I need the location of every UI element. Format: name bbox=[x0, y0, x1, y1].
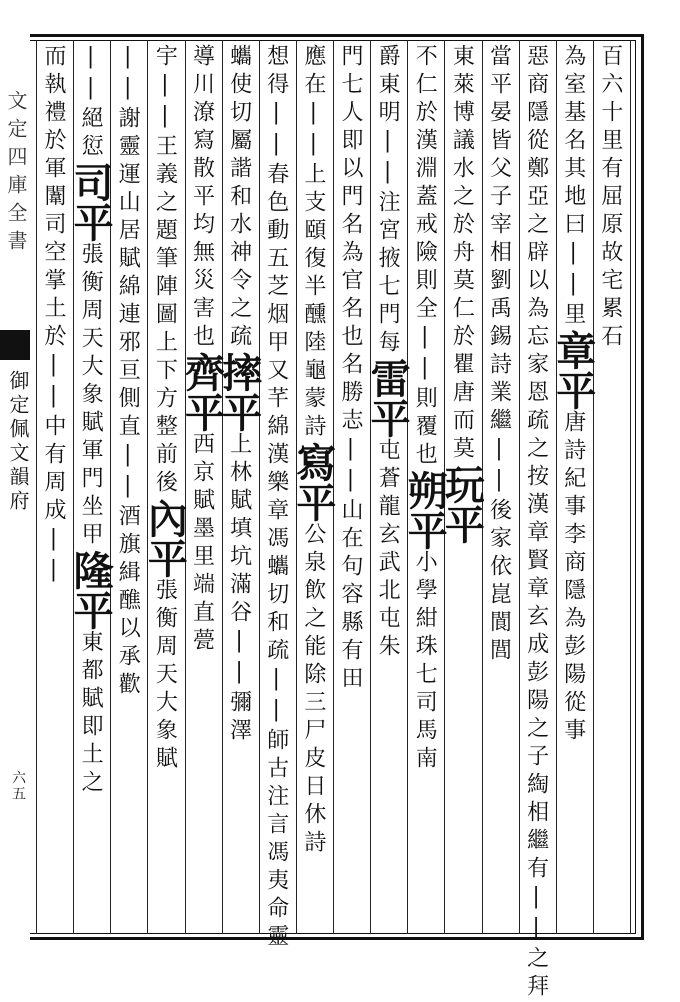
column-rule bbox=[147, 40, 148, 934]
column-text: 爵東明||注宮掖七門每 bbox=[375, 44, 401, 358]
page-number: 六五 bbox=[10, 770, 26, 802]
column-text: 張衡周天大象賦軍門坐甲 bbox=[78, 242, 104, 550]
column-content bbox=[261, 44, 291, 952]
column-text: 為室基名其地曰||里 bbox=[560, 44, 586, 330]
rhyme-heading: 摔平 bbox=[215, 352, 263, 432]
text-column bbox=[67, 44, 115, 930]
page-gutter bbox=[0, 40, 30, 934]
column-text: 門七人即以門名為官名也 bbox=[338, 44, 363, 352]
column-text: 不仁於漢淵蓋戒險則全||則覆也 bbox=[412, 44, 438, 470]
rhyme-heading: 朔平 bbox=[401, 470, 449, 550]
column-content bbox=[215, 44, 263, 746]
column-content bbox=[521, 44, 551, 1002]
rhyme-heading: 內平 bbox=[141, 498, 189, 578]
column-text: 中有周成|| bbox=[41, 414, 66, 588]
column-text: 西京賦墨里端直甍 bbox=[189, 432, 215, 656]
column-rule bbox=[185, 40, 186, 934]
text-column bbox=[178, 44, 226, 930]
column-text: 小學紺珠七司馬南 bbox=[412, 550, 438, 774]
rhyme-heading: 玩平 bbox=[438, 464, 486, 544]
text-column bbox=[112, 44, 145, 930]
column-text: 名勝志||山在句容縣有田 bbox=[338, 352, 363, 694]
column-content bbox=[335, 44, 365, 694]
column-rule bbox=[519, 40, 520, 934]
book-title: 御定佩文韻府 bbox=[6, 370, 30, 514]
column-text: ||謝靈運山居賦綿連邪亘側直|| bbox=[115, 44, 141, 504]
column-content bbox=[595, 44, 625, 352]
column-rule bbox=[593, 40, 594, 934]
rhyme-heading: 齊平 bbox=[178, 352, 226, 432]
column-text: 彭陽之子綯相繼有||之拜 bbox=[523, 660, 549, 1002]
text-column bbox=[141, 44, 189, 930]
column-text: 惡商隱從鄭亞之辟以為忘家恩疏之按漢章賢章玄成 bbox=[523, 44, 549, 660]
gutter-fishtail-mark bbox=[0, 330, 30, 360]
column-text: 東萊博議水之於舟莫仁於瞿唐而莫 bbox=[449, 44, 475, 464]
column-content bbox=[484, 44, 514, 666]
text-column bbox=[549, 44, 597, 930]
column-content bbox=[112, 44, 142, 700]
column-content bbox=[438, 44, 486, 544]
rhyme-heading: 雷平 bbox=[364, 358, 412, 438]
rhyme-heading: 司平 bbox=[67, 162, 115, 242]
text-column bbox=[401, 44, 449, 930]
text-column bbox=[38, 44, 71, 930]
text-column bbox=[595, 44, 628, 930]
column-text: 應在||上支頤復半醺陸龜蒙詩 bbox=[300, 44, 326, 442]
text-column bbox=[438, 44, 486, 930]
column-text: 東都賦即土之 bbox=[78, 630, 104, 798]
column-text: 屯蒼龍玄武北屯朱 bbox=[375, 438, 401, 662]
column-text: 想得||春色動五芝烟甲又芊綿 bbox=[263, 44, 289, 442]
column-text: 上林賦填坑滿谷||彌澤 bbox=[226, 432, 252, 746]
column-text: 漢樂章馮蠵切和疏||師古注言馮夷命靈 bbox=[263, 442, 289, 952]
column-text: 而執禮 bbox=[41, 44, 66, 128]
column-text: 宇||王義之題筆陣圖上下方整前後 bbox=[152, 44, 178, 498]
column-text: 當平晏皆父子宰相劉禹錫詩業繼||後家依崑閬閭 bbox=[486, 44, 512, 666]
column-rule bbox=[222, 40, 223, 934]
column-content bbox=[401, 44, 449, 774]
text-column bbox=[215, 44, 263, 930]
column-text: 百六十里有屈原故宅累石 bbox=[597, 44, 623, 352]
column-text: 酒旗緝醮以承歡 bbox=[115, 504, 141, 700]
column-content bbox=[38, 44, 68, 588]
column-text: 蠵使切屬諧和水神令之疏 bbox=[226, 44, 252, 352]
column-text: 張衡周天大象賦 bbox=[152, 578, 178, 774]
gutter-header-text: 文定四庫全書 bbox=[4, 90, 28, 258]
column-content bbox=[289, 44, 337, 858]
column-text: 唐詩紀事李商隱為彭陽從事 bbox=[560, 410, 586, 746]
column-content bbox=[141, 44, 189, 774]
text-column bbox=[335, 44, 368, 930]
column-text: 導川潦寫散平均無災害也 bbox=[189, 44, 215, 352]
column-rule bbox=[36, 40, 37, 934]
rhyme-heading: 寫平 bbox=[289, 442, 337, 522]
column-rule bbox=[630, 40, 631, 934]
column-content bbox=[67, 44, 115, 798]
column-rule bbox=[370, 40, 371, 934]
column-content bbox=[178, 44, 226, 656]
text-column bbox=[521, 44, 554, 1002]
column-rule bbox=[259, 40, 260, 934]
column-content bbox=[364, 44, 412, 662]
column-text: ||絕愆 bbox=[78, 44, 104, 162]
column-text: 公泉飲之能除三尸皮日休詩 bbox=[300, 522, 326, 858]
text-column bbox=[484, 44, 517, 930]
column-content bbox=[549, 44, 597, 746]
rhyme-heading: 隆平 bbox=[67, 550, 115, 630]
text-column bbox=[364, 44, 412, 930]
column-text: 於軍闈司空掌土於|| bbox=[41, 128, 66, 414]
rhyme-heading: 章平 bbox=[549, 330, 597, 410]
text-column bbox=[289, 44, 337, 930]
text-column bbox=[261, 44, 294, 952]
column-rule bbox=[556, 40, 557, 934]
